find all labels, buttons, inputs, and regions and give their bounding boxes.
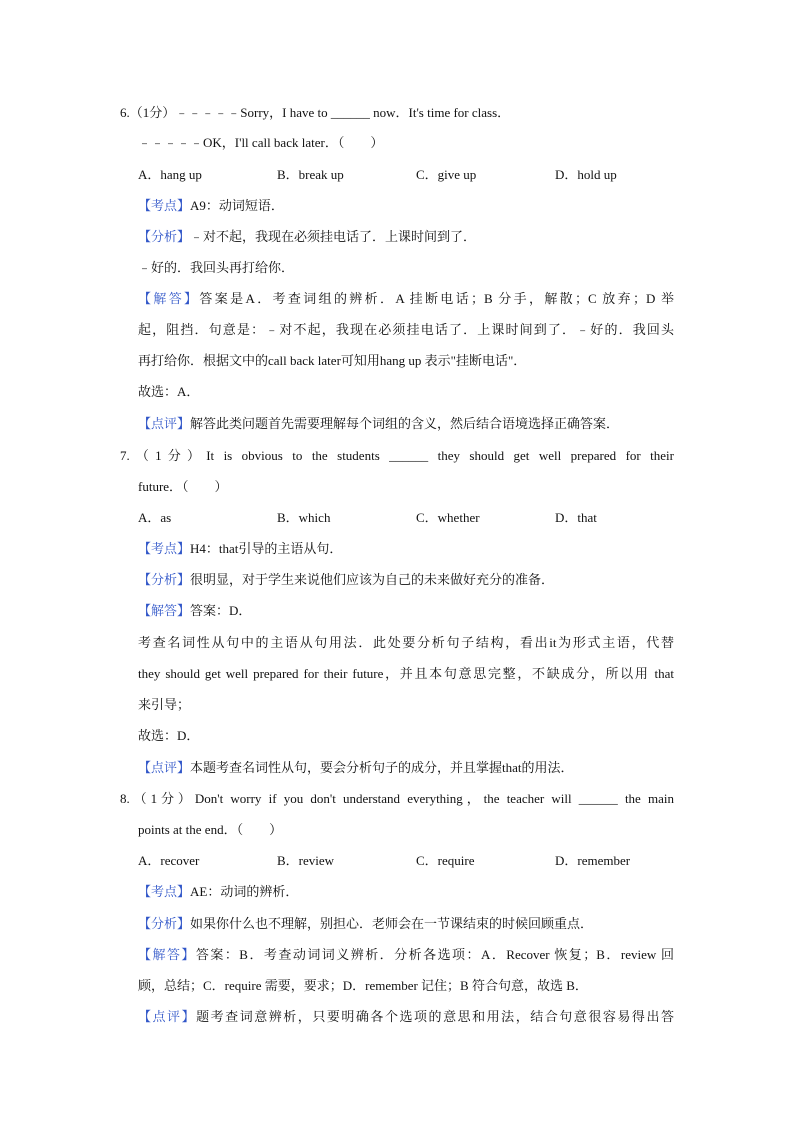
fenxi-tag: 【分析】	[138, 916, 191, 931]
kaodian-text: AE：动词的辨析．	[190, 884, 299, 899]
kaodian-text: H4：that引导的主语从句．	[190, 541, 343, 556]
question-score: （1分）	[129, 105, 176, 120]
question-6-stem-line2: ﹣﹣﹣﹣﹣OK，I'll call back later．（ ）	[138, 135, 384, 150]
jieda-text: 答案：B．考查动词词义辨析．分析各选项：A．Recover 恢复；B．review 回	[195, 947, 674, 962]
question-7-jieda-line2: 考查名词性从句中的主语从句用法．此处要分析句子结构，看出it为形式主语，代替	[138, 635, 674, 650]
question-number: 6.	[120, 105, 130, 120]
dianping-text: 题考查词意辨析，只要明确各个选项的意思和用法，结合句意很容易得出答	[196, 1009, 674, 1024]
fenxi-tag: 【分析】	[138, 229, 191, 244]
dianping-text: 解答此类问题首先需要理解每个词组的含义，然后结合语境选择正确答案．	[190, 416, 620, 431]
fenxi-text: 如果你什么也不理解，别担心．老师会在一节课结束的时候回顾重点．	[190, 916, 594, 931]
option-b: B．which	[277, 510, 331, 525]
option-c: C．whether	[416, 510, 480, 525]
question-score: （1分）	[129, 448, 207, 463]
jieda-tag: 【解答】	[138, 291, 200, 306]
jieda-tag: 【解答】	[138, 603, 191, 618]
question-8-stem	[120, 789, 674, 809]
option-d: D．remember	[555, 853, 631, 868]
jieda-text: 答案：D．	[190, 603, 252, 618]
question-7-kaodian	[138, 539, 674, 559]
fenxi-text: 很明显，对于学生来说他们应该为自己的未来做好充分的准备．	[190, 572, 555, 587]
question-7-options	[138, 508, 674, 528]
fenxi-text: ﹣对不起，我现在必须挂电话了．上课时间到了．	[190, 229, 477, 244]
option-b: B．review	[277, 853, 335, 868]
option-c: C．require	[416, 853, 475, 868]
question-8-stem-line2: points at the end．（ ）	[138, 822, 283, 837]
question-7-guxuan: 故选：D．	[138, 728, 200, 743]
jieda-tag: 【解答】	[138, 947, 196, 962]
option-a: A．recover	[138, 853, 200, 868]
question-8-options	[138, 851, 674, 871]
kaodian-tag: 【考点】	[138, 884, 191, 899]
question-6-guxuan: 故选：A．	[138, 384, 200, 399]
question-8-jieda	[138, 945, 674, 965]
question-8-jieda-line2: 顾，总结；C．require 需要，要求；D．remember 记住；B 符合句意，故选 B．	[138, 978, 588, 993]
kaodian-tag: 【考点】	[138, 541, 191, 556]
question-7-stem	[120, 446, 674, 466]
question-7-dianping	[138, 758, 674, 778]
option-c: C．give up	[416, 167, 477, 182]
dianping-tag: 【点评】	[138, 760, 191, 775]
dianping-tag: 【点评】	[138, 416, 191, 431]
option-d: D．hold up	[555, 167, 617, 182]
question-6-jieda-line2: 起，阻挡．句意是：﹣对不起，我现在必须挂电话了．上课时间到了．﹣好的．我回头	[138, 322, 674, 337]
kaodian-tag: 【考点】	[138, 198, 191, 213]
question-6-fenxi-line2: ﹣好的．我回头再打给你．	[138, 260, 295, 275]
question-7-jieda-line3: they should get well prepared for their future，并且本句意思完整，不缺成分，所以用 that	[138, 666, 674, 681]
question-6-fenxi	[138, 227, 674, 247]
question-number: 8.	[120, 791, 130, 806]
question-7-fenxi	[138, 570, 674, 590]
option-d: D．that	[555, 510, 597, 525]
question-8-fenxi	[138, 914, 674, 934]
option-a: A．as	[138, 510, 172, 525]
option-a: A．hang up	[138, 167, 202, 182]
kaodian-text: A9：动词短语．	[190, 198, 284, 213]
fenxi-tag: 【分析】	[138, 572, 191, 587]
question-stem-text: ﹣﹣﹣﹣﹣Sorry，I have to ______ now．It's time for class．	[175, 105, 511, 120]
question-stem-text: It is obvious to the students ______ they should get well prepared for their	[206, 448, 674, 463]
jieda-text: 答案是A．考查词组的辨析．A 挂断电话；B 分手，解散；C 放弃；D 举	[199, 291, 674, 306]
question-6-jieda-line3: 再打给你．根据文中的call back later可知用hang up 表示"挂断电话"．	[138, 353, 527, 368]
question-score: （1分）	[129, 791, 195, 806]
question-number: 7.	[120, 448, 130, 463]
question-6-options	[138, 165, 674, 185]
question-stem-text: Don't worry if you don't understand everything，the teacher will ______ the main	[194, 791, 674, 806]
dianping-tag: 【点评】	[138, 1009, 197, 1024]
question-8-kaodian	[138, 882, 674, 902]
question-7-jieda	[138, 601, 674, 621]
question-6-dianping	[138, 414, 674, 434]
question-6-kaodian	[138, 196, 674, 216]
dianping-text: 本题考查名词性从句，要会分析句子的成分，并且掌握that的用法．	[190, 760, 574, 775]
question-7-jieda-line4: 来引导；	[138, 697, 191, 712]
question-7-stem-line2: future．（ ）	[138, 479, 228, 494]
question-8-dianping	[138, 1007, 674, 1027]
option-b: B．break up	[277, 167, 344, 182]
question-6-jieda	[138, 289, 674, 309]
question-6-stem	[120, 103, 674, 123]
